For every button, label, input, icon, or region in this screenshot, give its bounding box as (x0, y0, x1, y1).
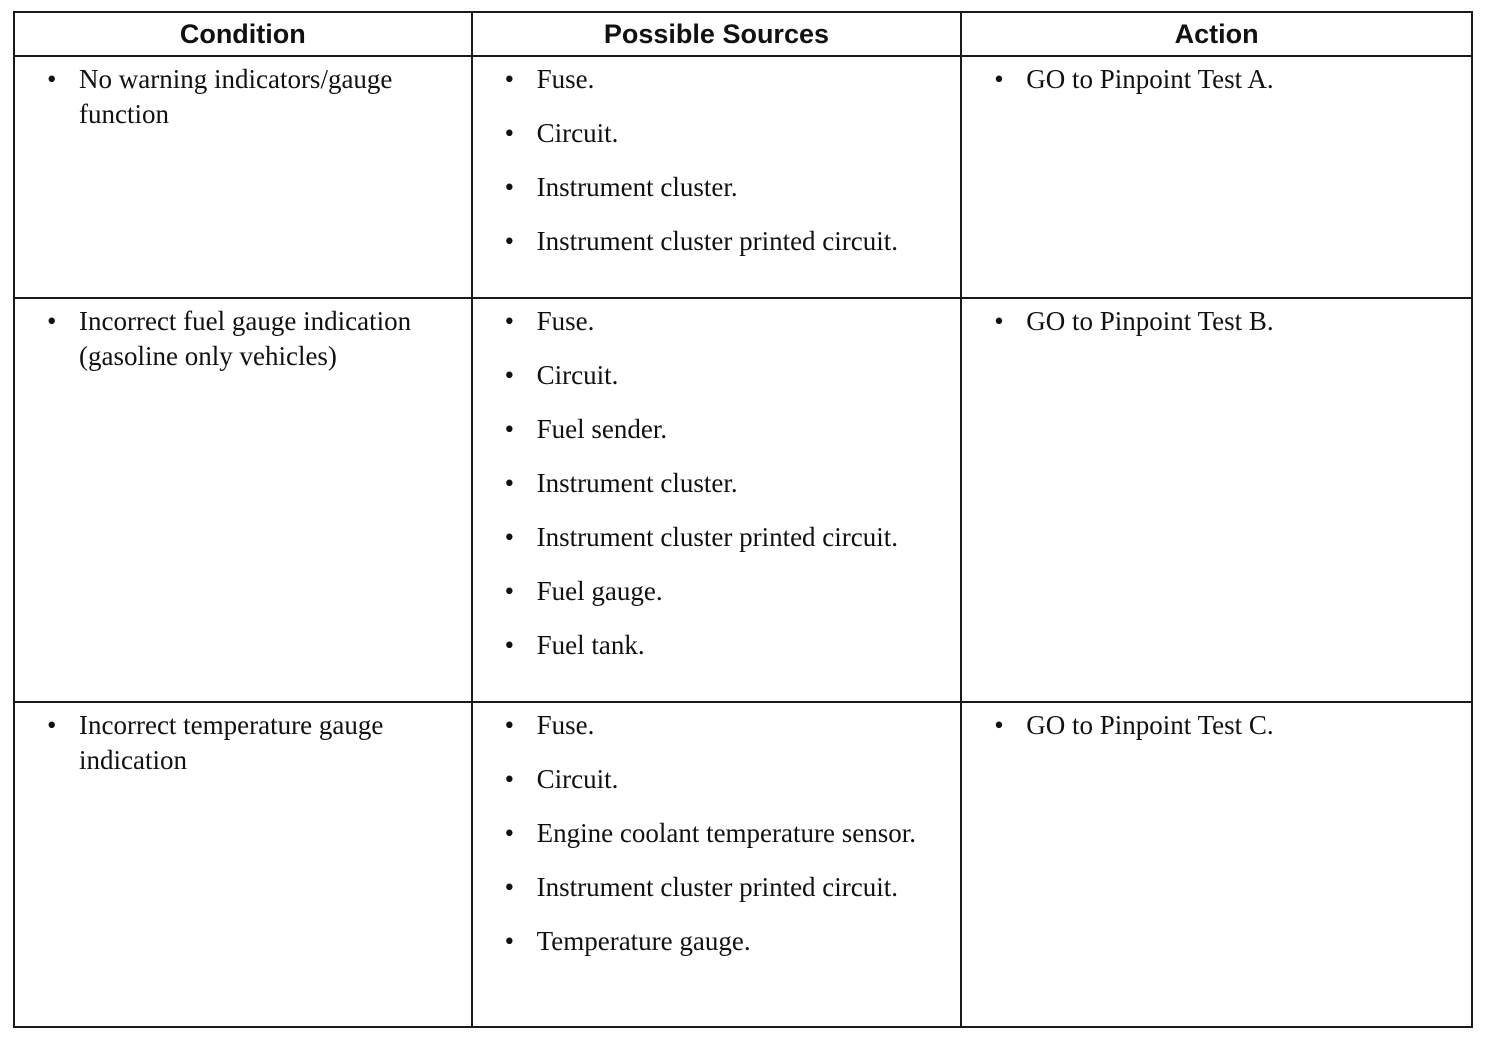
item-text: Circuit. (536, 360, 619, 390)
bullet-icon: • (504, 118, 515, 148)
item-text: Fuel gauge. (536, 576, 663, 606)
list-item (962, 708, 1471, 743)
list-item (15, 62, 471, 132)
bullet-icon: • (504, 414, 515, 444)
item-text: Incorrect fuel gauge indication (gasoline only vehicles) (79, 306, 412, 371)
bullet-icon: • (504, 64, 515, 94)
header-action: Action (961, 12, 1472, 56)
sources-list (473, 57, 961, 259)
header-possible-sources: Possible Sources (472, 12, 962, 56)
bullet-icon: • (504, 710, 515, 740)
list-item (473, 708, 961, 743)
list-item (473, 816, 961, 851)
table-header-row (14, 12, 1472, 56)
action-list (962, 703, 1471, 743)
list-item (473, 466, 961, 501)
list-item (473, 870, 961, 905)
list-item (473, 628, 961, 663)
bullet-icon: • (504, 872, 515, 902)
bullet-icon: • (504, 306, 515, 336)
list-item (473, 762, 961, 797)
list-item (473, 170, 961, 205)
bullet-icon: • (504, 522, 515, 552)
bullet-icon: • (504, 926, 515, 956)
item-text: Fuse. (536, 710, 595, 740)
item-text: Instrument cluster printed circuit. (536, 872, 899, 902)
item-text: Fuel sender. (536, 414, 668, 444)
condition-cell (14, 298, 472, 702)
list-item (473, 358, 961, 393)
item-text: Incorrect temperature gauge indication (79, 710, 384, 775)
condition-cell (14, 56, 472, 298)
action-cell (961, 298, 1472, 702)
sources-cell (472, 298, 962, 702)
item-text: Fuse. (536, 64, 595, 94)
item-text: GO to Pinpoint Test B. (1026, 306, 1274, 336)
item-text: GO to Pinpoint Test C. (1026, 710, 1274, 740)
condition-cell (14, 702, 472, 1027)
bullet-icon: • (994, 306, 1004, 336)
bullet-icon: • (504, 764, 515, 794)
bullet-icon: • (504, 818, 515, 848)
item-text: Instrument cluster. (536, 468, 738, 498)
action-list (962, 299, 1471, 339)
condition-list (15, 703, 471, 778)
sources-cell (472, 56, 962, 298)
sources-list (473, 703, 961, 959)
action-cell (961, 56, 1472, 298)
bullet-icon: • (47, 306, 57, 336)
bullet-icon: • (504, 630, 515, 660)
bullet-icon: • (504, 576, 515, 606)
item-text: Instrument cluster. (536, 172, 738, 202)
bullet-icon: • (504, 172, 515, 202)
item-text: Engine coolant temperature sensor. (536, 818, 916, 848)
list-item (473, 304, 961, 339)
table-row (14, 702, 1472, 1027)
table-row (14, 298, 1472, 702)
list-item (962, 304, 1471, 339)
action-list (962, 57, 1471, 97)
list-item (473, 62, 961, 97)
sources-list (473, 299, 961, 663)
list-item (473, 224, 961, 259)
item-text: Circuit. (536, 764, 619, 794)
table-row (14, 56, 1472, 298)
list-item (473, 574, 961, 609)
item-text: Fuel tank. (536, 630, 645, 660)
list-item (15, 708, 471, 778)
item-text: Instrument cluster printed circuit. (536, 226, 899, 256)
list-item (473, 924, 961, 959)
bullet-icon: • (47, 64, 57, 94)
item-text: Instrument cluster printed circuit. (536, 522, 899, 552)
header-condition: Condition (14, 12, 472, 56)
bullet-icon: • (504, 226, 515, 256)
list-item (962, 62, 1471, 97)
bullet-icon: • (994, 64, 1004, 94)
sources-cell (472, 702, 962, 1027)
bullet-icon: • (504, 468, 515, 498)
action-cell (961, 702, 1472, 1027)
item-text: Temperature gauge. (536, 926, 751, 956)
bullet-icon: • (994, 710, 1004, 740)
condition-list (15, 299, 471, 374)
diagnostic-table (13, 11, 1473, 1028)
item-text: Circuit. (536, 118, 619, 148)
item-text: GO to Pinpoint Test A. (1026, 64, 1274, 94)
list-item (15, 304, 471, 374)
bullet-icon: • (504, 360, 515, 390)
item-text: Fuse. (536, 306, 595, 336)
list-item (473, 412, 961, 447)
condition-list (15, 57, 471, 132)
list-item (473, 116, 961, 151)
list-item (473, 520, 961, 555)
item-text: No warning indicators/gauge function (79, 64, 393, 129)
bullet-icon: • (47, 710, 57, 740)
